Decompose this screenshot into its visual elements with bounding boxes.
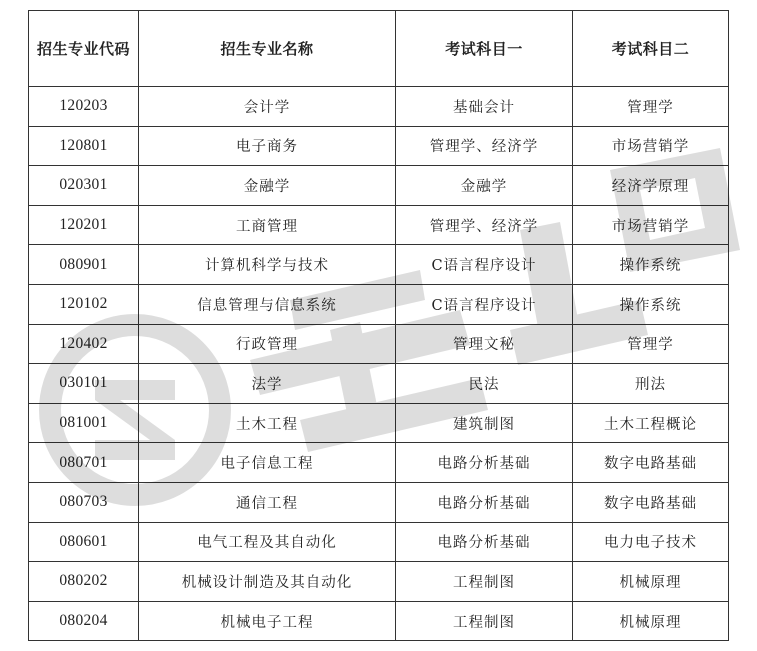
table-row bbox=[29, 205, 729, 245]
cell-code: 120102 bbox=[29, 284, 139, 324]
cell-name: 电气工程及其自动化 bbox=[139, 522, 396, 562]
table-row bbox=[29, 245, 729, 285]
cell-subject-1: 基础会计 bbox=[396, 87, 573, 127]
table-row bbox=[29, 601, 729, 641]
cell-name: 行政管理 bbox=[139, 324, 396, 364]
cell-name: 工商管理 bbox=[139, 205, 396, 245]
cell-code: 020301 bbox=[29, 166, 139, 206]
cell-subject-2: 操作系统 bbox=[573, 284, 729, 324]
cell-code: 120402 bbox=[29, 324, 139, 364]
table-row bbox=[29, 126, 729, 166]
cell-name: 土木工程 bbox=[139, 403, 396, 443]
cell-subject-1: 民法 bbox=[396, 364, 573, 404]
cell-subject-2: 管理学 bbox=[573, 324, 729, 364]
cell-subject-1: C语言程序设计 bbox=[396, 245, 573, 285]
table-row bbox=[29, 364, 729, 404]
cell-subject-1: 工程制图 bbox=[396, 562, 573, 602]
cell-code: 080703 bbox=[29, 482, 139, 522]
cell-subject-2: 土木工程概论 bbox=[573, 403, 729, 443]
cell-code: 120203 bbox=[29, 87, 139, 127]
cell-name: 电子信息工程 bbox=[139, 443, 396, 483]
table-header bbox=[29, 11, 729, 87]
cell-name: 机械设计制造及其自动化 bbox=[139, 562, 396, 602]
header-major-code: 招生专业代码 bbox=[29, 11, 139, 87]
cell-name: 计算机科学与技术 bbox=[139, 245, 396, 285]
admission-table-container bbox=[28, 10, 728, 641]
cell-subject-2: 管理学 bbox=[573, 87, 729, 127]
table-row bbox=[29, 482, 729, 522]
cell-code: 081001 bbox=[29, 403, 139, 443]
cell-subject-2: 电力电子技术 bbox=[573, 522, 729, 562]
table-row bbox=[29, 166, 729, 206]
cell-subject-2: 经济学原理 bbox=[573, 166, 729, 206]
cell-name: 机械电子工程 bbox=[139, 601, 396, 641]
header-exam-subject-2: 考试科目二 bbox=[573, 11, 729, 87]
cell-subject-1: 建筑制图 bbox=[396, 403, 573, 443]
table-row bbox=[29, 522, 729, 562]
cell-code: 080202 bbox=[29, 562, 139, 602]
cell-subject-1: 管理学、经济学 bbox=[396, 126, 573, 166]
cell-subject-2: 数字电路基础 bbox=[573, 443, 729, 483]
table-row bbox=[29, 324, 729, 364]
cell-code: 120201 bbox=[29, 205, 139, 245]
cell-subject-1: 电路分析基础 bbox=[396, 482, 573, 522]
admission-majors-table bbox=[28, 10, 729, 641]
table-row bbox=[29, 87, 729, 127]
table-row bbox=[29, 403, 729, 443]
cell-name: 通信工程 bbox=[139, 482, 396, 522]
cell-subject-1: 工程制图 bbox=[396, 601, 573, 641]
cell-subject-2: 刑法 bbox=[573, 364, 729, 404]
cell-code: 080901 bbox=[29, 245, 139, 285]
cell-code: 080204 bbox=[29, 601, 139, 641]
cell-subject-2: 市场营销学 bbox=[573, 126, 729, 166]
header-major-name: 招生专业名称 bbox=[139, 11, 396, 87]
header-exam-subject-1: 考试科目一 bbox=[396, 11, 573, 87]
table-row bbox=[29, 443, 729, 483]
cell-subject-2: 机械原理 bbox=[573, 562, 729, 602]
cell-subject-2: 操作系统 bbox=[573, 245, 729, 285]
cell-subject-1: 管理文秘 bbox=[396, 324, 573, 364]
table-body bbox=[29, 87, 729, 641]
cell-subject-2: 市场营销学 bbox=[573, 205, 729, 245]
cell-name: 电子商务 bbox=[139, 126, 396, 166]
cell-name: 会计学 bbox=[139, 87, 396, 127]
cell-name: 信息管理与信息系统 bbox=[139, 284, 396, 324]
cell-code: 030101 bbox=[29, 364, 139, 404]
cell-code: 080601 bbox=[29, 522, 139, 562]
cell-code: 080701 bbox=[29, 443, 139, 483]
header-row bbox=[29, 11, 729, 87]
cell-subject-1: 电路分析基础 bbox=[396, 443, 573, 483]
cell-subject-2: 数字电路基础 bbox=[573, 482, 729, 522]
table-row bbox=[29, 284, 729, 324]
cell-subject-1: 管理学、经济学 bbox=[396, 205, 573, 245]
cell-name: 金融学 bbox=[139, 166, 396, 206]
cell-subject-2: 机械原理 bbox=[573, 601, 729, 641]
cell-subject-1: 金融学 bbox=[396, 166, 573, 206]
cell-subject-1: C语言程序设计 bbox=[396, 284, 573, 324]
cell-code: 120801 bbox=[29, 126, 139, 166]
cell-name: 法学 bbox=[139, 364, 396, 404]
table-row bbox=[29, 562, 729, 602]
cell-subject-1: 电路分析基础 bbox=[396, 522, 573, 562]
